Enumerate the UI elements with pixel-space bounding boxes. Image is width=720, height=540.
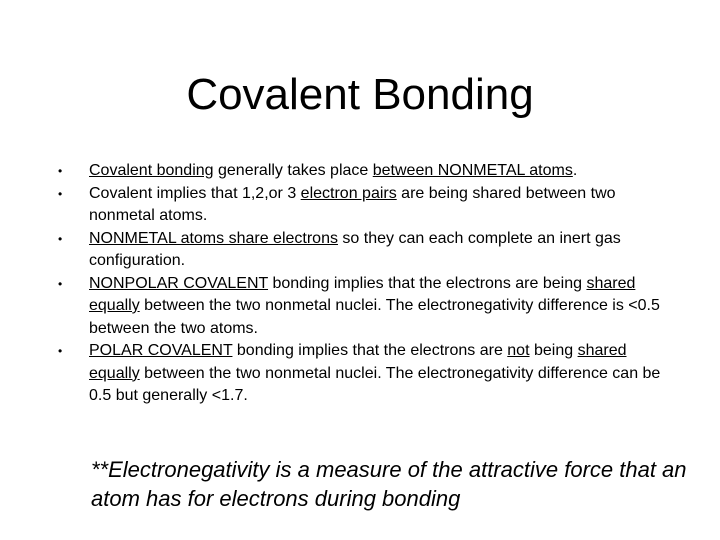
bullet-text-segment: NONMETAL atoms share electrons [89, 229, 338, 247]
bullet-item [54, 160, 680, 183]
bullet-text-segment: generally takes place [213, 162, 373, 179]
bullet-text-segment: shared equally [89, 274, 636, 314]
bullet-text-segment: shared equally [89, 342, 627, 382]
bullet-dot-icon: • [58, 164, 63, 178]
bullet-text-segment: are being shared between two nonmetal atoms. [89, 184, 616, 224]
bullet-text-segment: not [507, 342, 530, 359]
bullet-text-segment: NONPOLAR COVALENT [89, 274, 269, 292]
bullet-text-segment: Covalent bonding [89, 162, 214, 179]
bullet-item [54, 228, 680, 273]
bullet-text-segment: . [572, 162, 578, 179]
bullet-item [54, 273, 680, 341]
bullet-dot-icon: • [58, 231, 63, 246]
bullet-text-segment: so they can each complete an inert gas configuration. [89, 229, 621, 269]
bullet-text-segment: between the two nonmetal nuclei. The electronegativity difference can be 0.5 but generally <1.7. [89, 364, 661, 404]
bullet-list [54, 160, 680, 408]
bullet-item [54, 183, 680, 228]
bullet-text-segment: between the two nonmetal nuclei. The electronegativity difference is <0.5 between the two atoms. [89, 297, 660, 337]
bullet-text-segment: bonding implies that the electrons are being [268, 274, 587, 292]
bullet-dot-icon: • [58, 276, 63, 291]
bullet-text-segment: POLAR COVALENT [89, 342, 233, 359]
bullet-dot-icon: • [58, 344, 63, 358]
bullet-text-segment: being [529, 342, 578, 359]
bullet-text-segment: bonding implies that the electrons are [232, 342, 508, 359]
bullet-item [54, 340, 680, 408]
bullet-text-segment: between NONMETAL atoms [372, 162, 573, 179]
bullet-text-segment: Covalent implies that 1,2,or 3 [89, 184, 301, 202]
bullet-dot-icon: • [58, 186, 63, 201]
bullet-text-segment: electron pairs [300, 184, 397, 202]
electronegativity-note: **Electronegativity is a measure of the attractive force that an atom has for electrons during bonding [91, 457, 687, 511]
slide-title: Covalent Bonding [186, 70, 534, 119]
